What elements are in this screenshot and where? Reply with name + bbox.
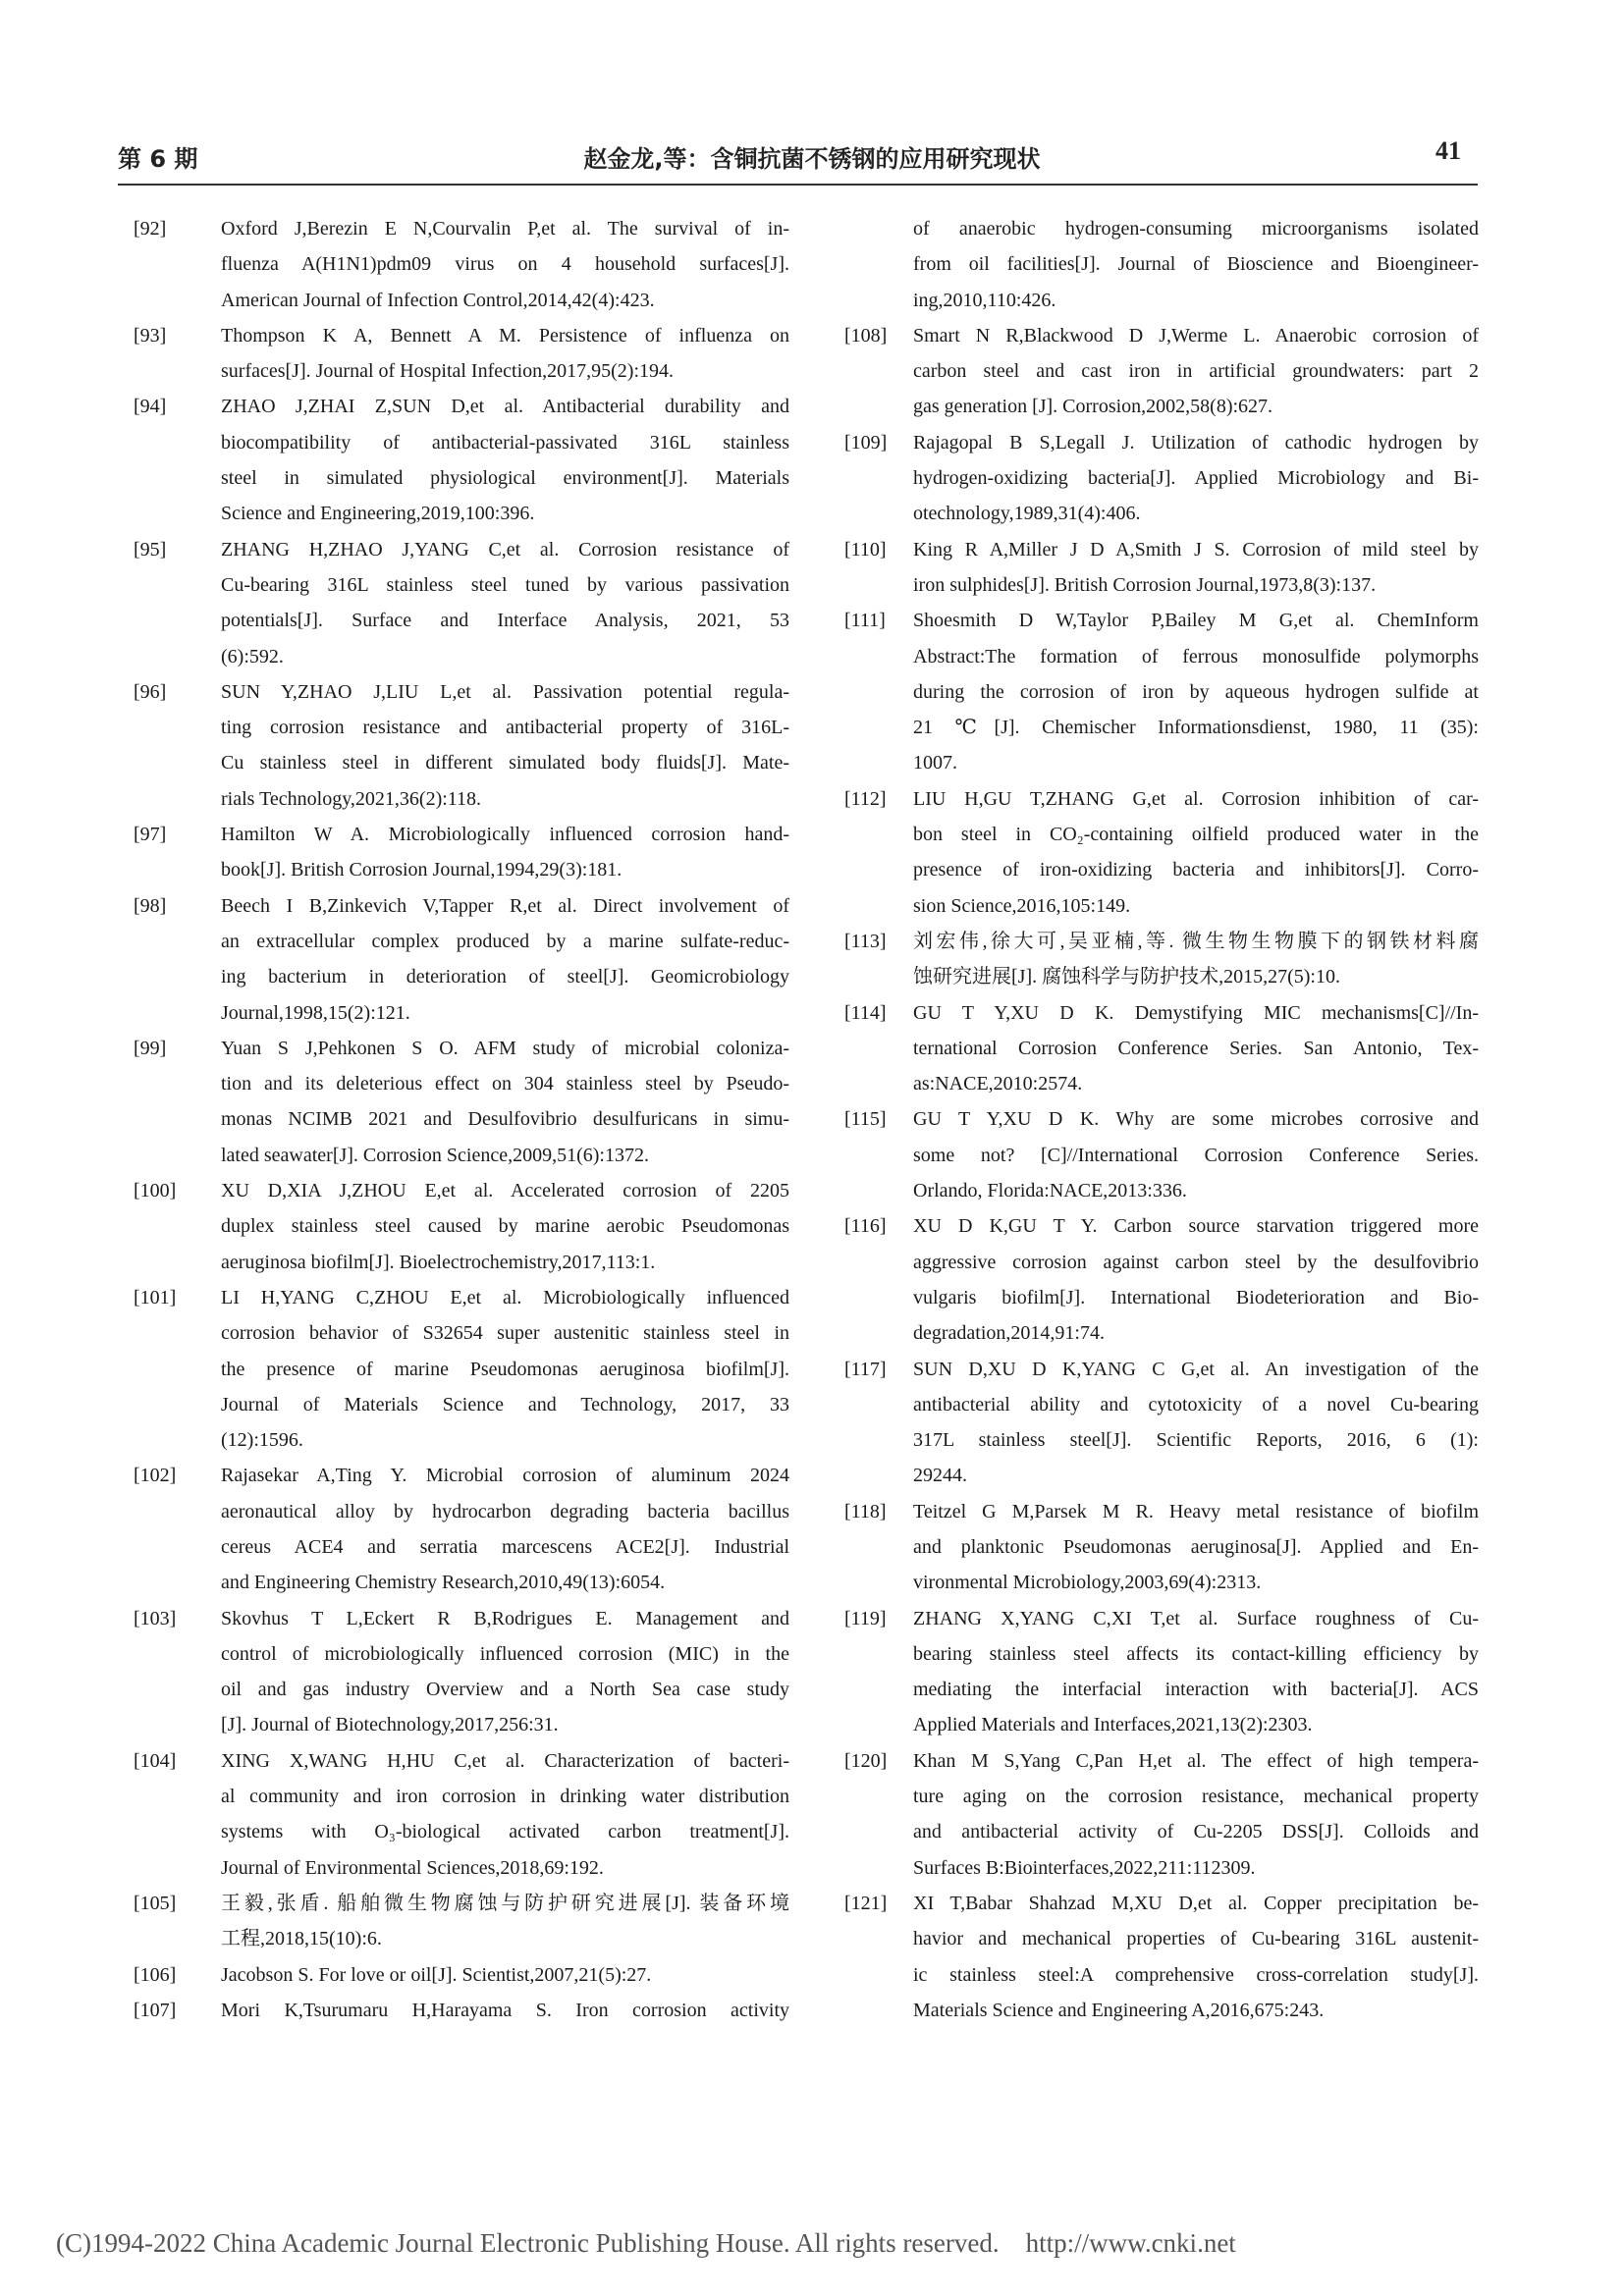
reference-line: 刘宏伟,徐大可,吴亚楠,等. 微生物生物膜下的钢铁材料腐	[913, 930, 1479, 952]
reference-line: ing bacterium in deterioration of steel[J]. Geomicrobiology	[221, 966, 789, 988]
reference-line: Thompson K A, Bennett A M. Persistence of influenza on	[221, 324, 789, 347]
reference-line: XU D K,GU T Y. Carbon source starvation triggered more	[913, 1215, 1479, 1238]
reference-line: SUN D,XU D K,YANG C G,et al. An investigation of the	[913, 1358, 1479, 1380]
reference-entry	[844, 603, 1479, 780]
reference-line: ZHAO J,ZHAI Z,SUN D,et al. Antibacterial durability and	[221, 396, 789, 418]
reference-entry	[844, 924, 1479, 995]
reference-line: 21 ℃[J]. Chemischer Informationsdienst, 1980, 11 (35):	[913, 717, 1479, 739]
reference-entry	[134, 1458, 789, 1600]
reference-line: vironmental Microbiology,2003,69(4):2313.	[913, 1572, 1262, 1594]
reference-number: [108]	[844, 324, 888, 347]
reference-number: [99]	[134, 1037, 167, 1059]
reference-line: 工程,2018,15(10):6.	[221, 1928, 382, 1950]
reference-line: 蚀研究进展[J]. 腐蚀科学与防护技术,2015,27(5):10.	[913, 966, 1340, 988]
reference-line: some not? [C]//International Corrosion Conference Series.	[913, 1144, 1479, 1166]
reference-number: [114]	[844, 1001, 887, 1024]
reference-line: Journal,1998,15(2):121.	[221, 1001, 410, 1024]
reference-line: gas generation [J]. Corrosion,2002,58(8):627.	[913, 396, 1273, 418]
reference-line: havior and mechanical properties of Cu-bearing 316L austenit-	[913, 1928, 1479, 1950]
reference-entry	[134, 1957, 789, 1993]
reference-line: Materials Science and Engineering A,2016,675:243.	[913, 1999, 1325, 2021]
reference-number: [96]	[134, 680, 167, 703]
reference-number: [113]	[844, 930, 887, 952]
reference-number: [98]	[134, 894, 167, 917]
copyright-footer	[56, 2228, 1236, 2259]
reference-number: [112]	[844, 787, 887, 810]
reference-line: tion and its deleterious effect on 304 stainless steel by Pseudo-	[221, 1073, 789, 1095]
reference-number: [115]	[844, 1108, 887, 1131]
reference-number: [109]	[844, 431, 888, 454]
reference-number: [102]	[134, 1465, 177, 1487]
reference-line: Beech I B,Zinkevich V,Tapper R,et al. Direct involvement of	[221, 894, 789, 917]
reference-entry	[844, 995, 1479, 1102]
reference-line: ic stainless steel:A comprehensive cross-correlation study[J].	[913, 1963, 1479, 1986]
reference-line: during the corrosion of iron by aqueous hydrogen sulfide at	[913, 680, 1479, 703]
reference-line: and planktonic Pseudomonas aeruginosa[J]. Applied and En-	[913, 1535, 1479, 1558]
reference-line: cereus ACE4 and serratia marcescens ACE2[J]. Industrial	[221, 1535, 789, 1558]
reference-line: Journal of Environmental Sciences,2018,69:192.	[221, 1856, 604, 1879]
reference-line: GU T Y,XU D K. Demystifying MIC mechanisms[C]//In-	[913, 1001, 1479, 1024]
reference-entry	[134, 1173, 789, 1280]
reference-number: [111]	[844, 610, 886, 632]
reference-line: ZHANG H,ZHAO J,YANG C,et al. Corrosion resistance of	[221, 538, 789, 561]
reference-number: [107]	[134, 1999, 177, 2021]
journal-issue: 第 6 期	[118, 145, 198, 173]
reference-entry	[134, 1993, 789, 2028]
reference-line: Rajagopal B S,Legall J. Utilization of cathodic hydrogen by	[913, 431, 1479, 454]
reference-line: Smart N R,Blackwood D J,Werme L. Anaerobic corrosion of	[913, 324, 1479, 347]
references-left-column	[134, 211, 789, 2028]
reference-number: [100]	[134, 1180, 177, 1202]
reference-number: [117]	[844, 1358, 887, 1380]
reference-line: mediating the interfacial interaction with bacteria[J]. ACS	[913, 1679, 1479, 1701]
reference-line: LI H,YANG C,ZHOU E,et al. Microbiologically influenced	[221, 1286, 789, 1308]
reference-line: hydrogen-oxidizing bacteria[J]. Applied Microbiology and Bi-	[913, 467, 1479, 490]
reference-entry	[844, 781, 1479, 924]
reference-line: ture aging on the corrosion resistance, mechanical property	[913, 1786, 1479, 1808]
reference-entry	[844, 1101, 1479, 1208]
reference-line: the presence of marine Pseudomonas aeruginosa biofilm[J].	[221, 1358, 789, 1380]
reference-line: bon steel in CO₂-containing oilfield produced water in the	[913, 824, 1479, 846]
reference-line: Cu stainless steel in different simulated body fluids[J]. Mate-	[221, 752, 789, 774]
reference-entry	[844, 532, 1479, 604]
reference-line: Teitzel G M,Parsek M R. Heavy metal resistance of biofilm	[913, 1500, 1479, 1522]
reference-entry	[844, 211, 1479, 318]
reference-entry	[844, 1208, 1479, 1351]
reference-line: an extracellular complex produced by a marine sulfate-reduc-	[221, 930, 789, 952]
reference-line: degradation,2014,91:74.	[913, 1322, 1105, 1345]
reference-line: LIU H,GU T,ZHANG G,et al. Corrosion inhibition of car-	[913, 787, 1479, 810]
reference-line: ZHANG X,YANG C,XI T,et al. Surface roughness of Cu-	[913, 1607, 1479, 1629]
reference-entry	[134, 211, 789, 318]
reference-line: [J]. Journal of Biotechnology,2017,256:31.	[221, 1714, 559, 1736]
reference-entry	[134, 674, 789, 817]
reference-line: (6):592.	[221, 645, 284, 667]
reference-entry	[134, 318, 789, 390]
reference-line: Oxford J,Berezin E N,Courvalin P,et al. The survival of in-	[221, 218, 789, 240]
reference-entry	[134, 888, 789, 1031]
reference-line: oil and gas industry Overview and a North Sea case study	[221, 1679, 789, 1701]
reference-number: [93]	[134, 324, 167, 347]
reference-line: Yuan S J,Pehkonen S O. AFM study of microbial coloniza-	[221, 1037, 789, 1059]
reference-number: [110]	[844, 538, 887, 561]
reference-line: Shoesmith D W,Taylor P,Bailey M G,et al. ChemInform	[913, 610, 1479, 632]
reference-line: al community and iron corrosion in drinking water distribution	[221, 1786, 789, 1808]
reference-line: Khan M S,Yang C,Pan H,et al. The effect of high tempera-	[913, 1749, 1479, 1772]
reference-entry	[134, 389, 789, 531]
reference-number: [103]	[134, 1607, 177, 1629]
reference-line: corrosion behavior of S32654 super austenitic stainless steel in	[221, 1322, 789, 1345]
reference-entry	[134, 532, 789, 674]
reference-entry	[134, 1601, 789, 1743]
reference-number: [104]	[134, 1749, 177, 1772]
reference-line: (12):1596.	[221, 1429, 303, 1452]
reference-line: XI T,Babar Shahzad M,XU D,et al. Copper precipitation be-	[913, 1892, 1479, 1914]
reference-line: GU T Y,XU D K. Why are some microbes corrosive and	[913, 1108, 1479, 1131]
reference-number: [95]	[134, 538, 167, 561]
reference-number: [97]	[134, 824, 167, 846]
reference-line: aeronautical alloy by hydrocarbon degrading bacteria bacillus	[221, 1500, 789, 1522]
reference-line: duplex stainless steel caused by marine aerobic Pseudomonas	[221, 1215, 789, 1238]
reference-line: otechnology,1989,31(4):406.	[913, 503, 1141, 525]
reference-line: King R A,Miller J D A,Smith J S. Corrosion of mild steel by	[913, 538, 1479, 561]
reference-line: as:NACE,2010:2574.	[913, 1073, 1083, 1095]
reference-line: Abstract:The formation of ferrous monosulfide polymorphs	[913, 645, 1479, 667]
reference-line: iron sulphides[J]. British Corrosion Journal,1973,8(3):137.	[913, 573, 1377, 596]
reference-line: steel in simulated physiological environment[J]. Materials	[221, 467, 789, 490]
reference-number: [121]	[844, 1892, 888, 1914]
copyright-text: (C)1994-2022 China Academic Journal Electronic Publishing House. All rights reserved.	[56, 2228, 1000, 2258]
reference-entry	[844, 425, 1479, 532]
references-right-column	[844, 211, 1479, 2028]
reference-entry	[134, 1280, 789, 1458]
reference-entry	[134, 1031, 789, 1173]
reference-number: [106]	[134, 1963, 177, 1986]
reference-line: monas NCIMB 2021 and Desulfovibrio desulfuricans in simu-	[221, 1108, 789, 1131]
reference-line: sion Science,2016,105:149.	[913, 894, 1131, 917]
reference-line: XING X,WANG H,HU C,et al. Characterization of bacteri-	[221, 1749, 789, 1772]
reference-line: antibacterial ability and cytotoxicity of a novel Cu-bearing	[913, 1393, 1479, 1415]
reference-line: Science and Engineering,2019,100:396.	[221, 503, 535, 525]
reference-line: from oil facilities[J]. Journal of Bioscience and Bioengineer-	[913, 253, 1479, 276]
reference-line: ting corrosion resistance and antibacterial property of 316L-	[221, 717, 789, 739]
reference-entry	[844, 1494, 1479, 1601]
reference-line: American Journal of Infection Control,2014,42(4):423.	[221, 289, 655, 311]
reference-line: aggressive corrosion against carbon steel by the desulfovibrio	[913, 1251, 1479, 1273]
reference-line: lated seawater[J]. Corrosion Science,2009,51(6):1372.	[221, 1144, 649, 1166]
reference-line: 王毅,张盾. 船舶微生物腐蚀与防护研究进展[J]. 装备环境	[221, 1892, 789, 1914]
reference-line: Rajasekar A,Ting Y. Microbial corrosion of aluminum 2024	[221, 1465, 789, 1487]
reference-line: biocompatibility of antibacterial-passivated 316L stainless	[221, 431, 789, 454]
reference-line: bearing stainless steel affects its contact-killing efficiency by	[913, 1642, 1479, 1665]
reference-line: and Engineering Chemistry Research,2010,49(13):6054.	[221, 1572, 666, 1594]
reference-line: Skovhus T L,Eckert R B,Rodrigues E. Management and	[221, 1607, 789, 1629]
reference-line: potentials[J]. Surface and Interface Analysis, 2021, 53	[221, 610, 789, 632]
reference-number: [116]	[844, 1215, 887, 1238]
reference-line: presence of iron-oxidizing bacteria and inhibitors[J]. Corro-	[913, 859, 1479, 881]
reference-line: vulgaris biofilm[J]. International Biodeterioration and Bio-	[913, 1286, 1479, 1308]
reference-number: [92]	[134, 218, 167, 240]
reference-entry	[134, 817, 789, 888]
reference-entry	[844, 1352, 1479, 1494]
reference-line: aeruginosa biofilm[J]. Bioelectrochemistry,2017,113:1.	[221, 1251, 656, 1273]
reference-number: [120]	[844, 1749, 888, 1772]
cnki-url[interactable]: http://www.cnki.net	[1025, 2228, 1236, 2258]
reference-number: [105]	[134, 1892, 177, 1914]
reference-line: ing,2010,110:426.	[913, 289, 1056, 311]
running-title: 赵金龙,等：含铜抗菌不锈钢的应用研究现状	[583, 145, 1041, 173]
reference-number: [94]	[134, 396, 167, 418]
reference-entry	[134, 1743, 789, 1886]
reference-line: 1007.	[913, 752, 957, 774]
reference-entry	[844, 318, 1479, 425]
reference-line: Jacobson S. For love or oil[J]. Scientist,2007,21(5):27.	[221, 1963, 652, 1986]
reference-line: carbon steel and cast iron in artificial groundwaters: part 2	[913, 360, 1479, 383]
reference-line: surfaces[J]. Journal of Hospital Infection,2017,95(2):194.	[221, 360, 674, 383]
reference-number: [119]	[844, 1607, 887, 1629]
reference-line: Applied Materials and Interfaces,2021,13(2):2303.	[913, 1714, 1313, 1736]
header-rule	[118, 184, 1478, 186]
page-number: 41	[1435, 136, 1461, 165]
reference-line: of anaerobic hydrogen-consuming microorganisms isolated	[913, 218, 1479, 240]
reference-line: Surfaces B:Biointerfaces,2022,211:112309.	[913, 1856, 1256, 1879]
reference-line: Cu-bearing 316L stainless steel tuned by various passivation	[221, 573, 789, 596]
reference-line: and antibacterial activity of Cu-2205 DSS[J]. Colloids and	[913, 1821, 1479, 1843]
reference-line: SUN Y,ZHAO J,LIU L,et al. Passivation potential regula-	[221, 680, 789, 703]
reference-line: book[J]. British Corrosion Journal,1994,29(3):181.	[221, 859, 623, 881]
reference-entry	[844, 1886, 1479, 2028]
reference-line: 317L stainless steel[J]. Scientific Reports, 2016, 6 (1):	[913, 1429, 1479, 1452]
reference-line: rials Technology,2021,36(2):118.	[221, 787, 482, 810]
reference-line: systems with O₃-biological activated carbon treatment[J].	[221, 1821, 789, 1843]
reference-line: ternational Corrosion Conference Series. San Antonio, Tex-	[913, 1037, 1479, 1059]
reference-line: fluenza A(H1N1)pdm09 virus on 4 household surfaces[J].	[221, 253, 789, 276]
reference-line: Orlando, Florida:NACE,2013:336.	[913, 1180, 1187, 1202]
reference-entry	[844, 1743, 1479, 1886]
reference-line: 29244.	[913, 1465, 967, 1487]
reference-entry	[844, 1601, 1479, 1743]
reference-number: [101]	[134, 1286, 177, 1308]
reference-line: Hamilton W A. Microbiologically influenced corrosion hand-	[221, 824, 789, 846]
reference-entry	[134, 1886, 789, 1957]
reference-line: control of microbiologically influenced corrosion (MIC) in the	[221, 1642, 789, 1665]
reference-line: Journal of Materials Science and Technology, 2017, 33	[221, 1393, 789, 1415]
reference-line: Mori K,Tsurumaru H,Harayama S. Iron corrosion activity	[221, 1999, 789, 2021]
reference-number: [118]	[844, 1500, 887, 1522]
reference-line: XU D,XIA J,ZHOU E,et al. Accelerated corrosion of 2205	[221, 1180, 789, 1202]
